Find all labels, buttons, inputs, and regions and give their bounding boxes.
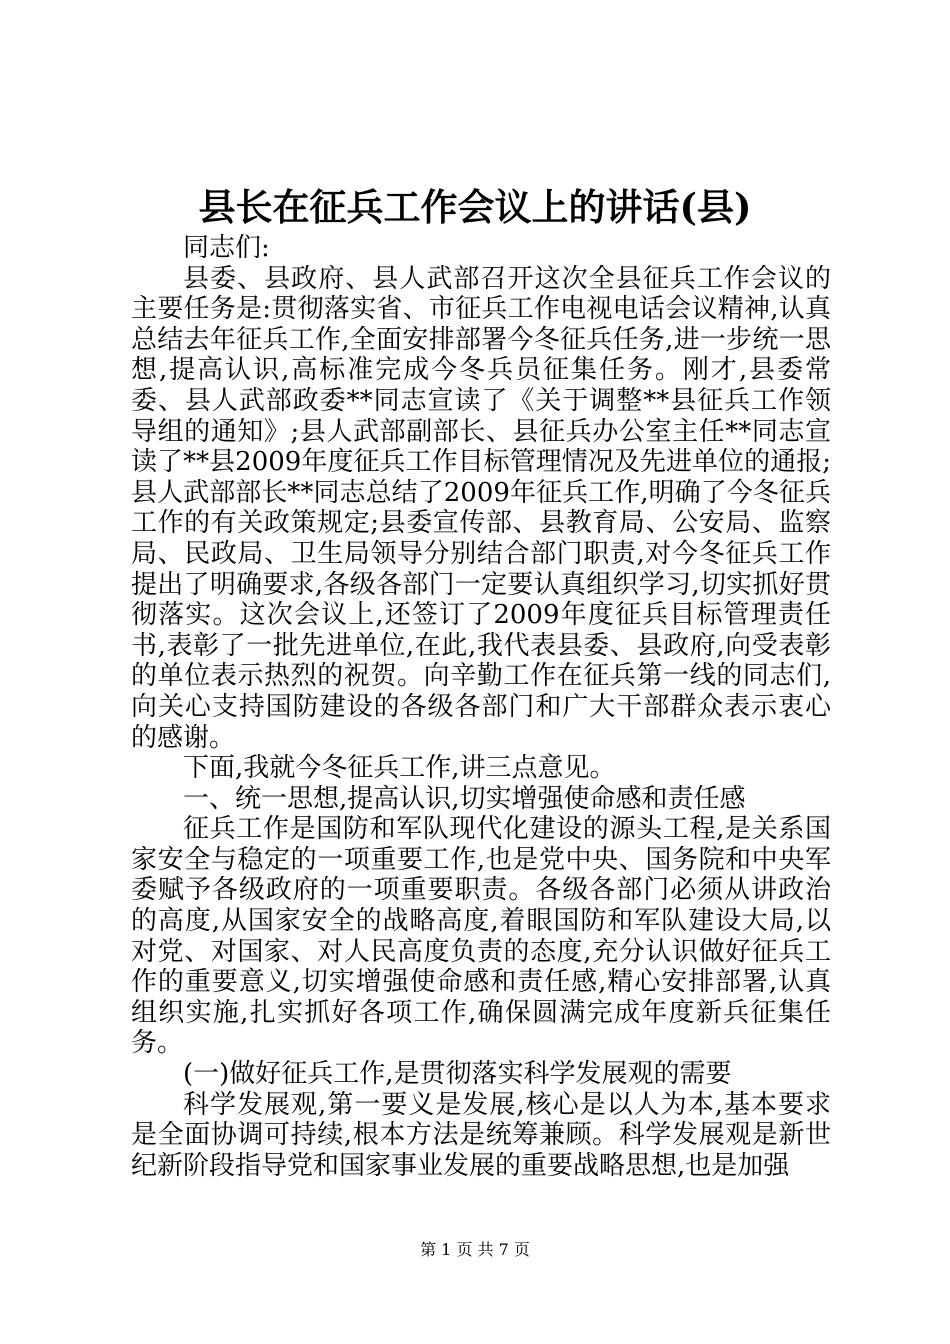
subsection-heading-1: (一)做好征兵工作,是贯彻落实科学发展观的需要 <box>183 1059 732 1090</box>
paragraph-opening: 县委、县政府、县人武部召开这次全县征兵工作会议的主要任务是:贯彻落实省、市征兵工作电视电话会议精神,认真总结去年征兵工作,全面安排部署今冬征兵任务,进一步统一思想,提高认识,高标准完成今冬兵员征集任务。刚才,县委常委、县人武部政委**同志宣读了《关于调整**县征兵工作领导组的通知》;县人武部副部长、县征兵办公室主任**同志宣读了**县2009年度征兵工作目标管理情况及先进单位的通报;县人武部部长**同志总结了2009年征兵工作,明确了今冬征兵工作的有关政策规定;县委宣传部、县教育局、公安局、监察局、民政局、卫生局领导分别结合部门职责,对今冬征兵工作提出了明确要求,各级各部门一定要认真组织学习,切实抓好贯彻落实。这次会议上,还签订了2009年度征兵目标管理责任书,表彰了一批先进单位,在此,我代表县委、县政府,向受表彰的单位表示热烈的祝贺。向辛勤工作在征兵第一线的同志们,向关心支持国防建设的各级各部门和广大干部群众表示衷心的感谢。 <box>131 263 831 753</box>
page-footer: 第 1 页 共 7 页 <box>420 1240 530 1259</box>
section-heading-1: 一、统一思想,提高认识,切实增强使命感和责任感 <box>183 783 746 814</box>
paragraph-subsection-1: 科学发展观,第一要义是发展,核心是以人为本,基本要求是全面协调可持续,根本方法是统筹兼顾。科学发展观是新世纪新阶段指导党和国家事业发展的重要战略思想,也是加强 <box>131 1089 831 1181</box>
paragraph-salutation: 同志们: <box>183 233 270 263</box>
paragraph-intro: 下面,我就今冬征兵工作,讲三点意见。 <box>183 753 616 784</box>
document-body <box>131 233 831 1181</box>
paragraph-section-1: 征兵工作是国防和军队现代化建设的源头工程,是关系国家安全与稳定的一项重要工作,也是党中央、国务院和中央军委赋予各级政府的一项重要职责。各级各部门必须从讲政治的高度,从国家安全的战略高度,着眼国防和军队建设大局,以对党、对国家、对人民高度负责的态度,充分认识做好征兵工作的重要意义,切实增强使命感和责任感,精心安排部署,认真组织实施,扎实抓好各项工作,确保圆满完成年度新兵征集任务。 <box>131 814 831 1059</box>
document-title: 县长在征兵工作会议上的讲话(县) <box>198 185 752 229</box>
